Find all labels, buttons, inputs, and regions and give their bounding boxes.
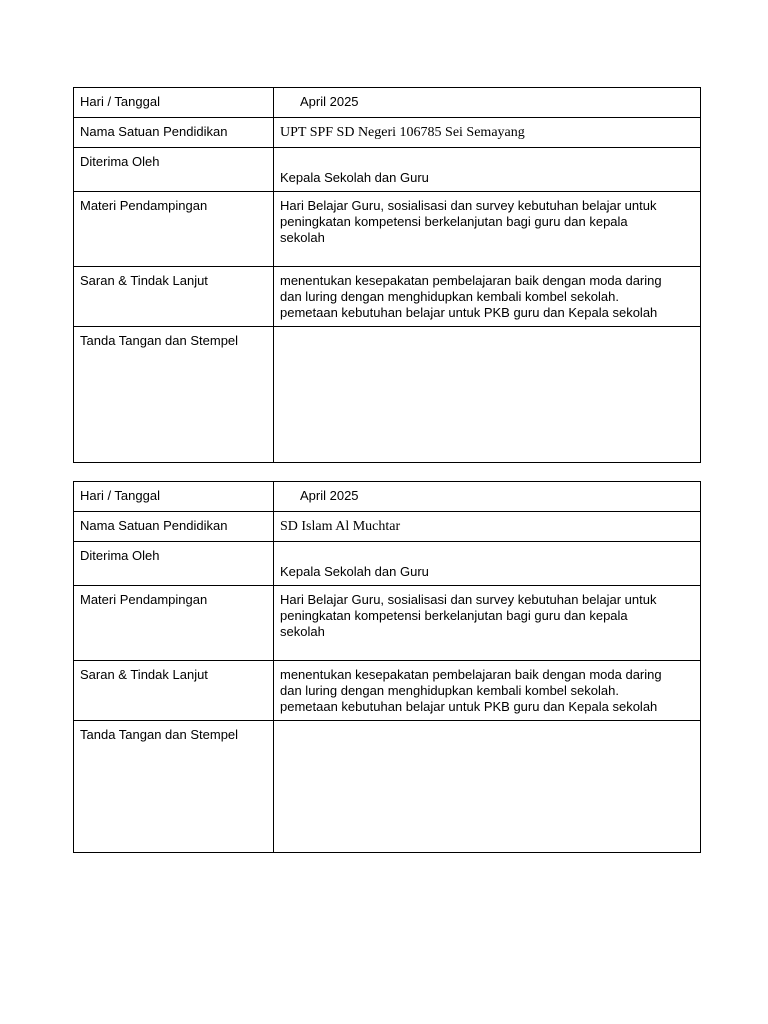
row-received xyxy=(74,542,701,586)
materi-line: Hari Belajar Guru, sosialisasi dan survey kebutuhan belajar untuk xyxy=(280,592,657,607)
signature-label: Tanda Tangan dan Stempel xyxy=(74,327,274,463)
date-label: Hari / Tanggal xyxy=(74,482,274,512)
materi-line: sekolah xyxy=(280,230,325,245)
materi-value xyxy=(274,586,701,661)
materi-value xyxy=(274,192,701,267)
row-school xyxy=(74,512,701,542)
saran-line: dan luring dengan menghidupkan kembali kombel sekolah. xyxy=(280,683,619,698)
signature-area xyxy=(274,721,701,853)
materi-line: peningkatan kompetensi berkelanjutan bagi guru dan kepala xyxy=(280,608,628,623)
saran-label: Saran & Tindak Lanjut xyxy=(74,661,274,721)
received-value: Kepala Sekolah dan Guru xyxy=(274,148,701,192)
school-value: SD Islam Al Muchtar xyxy=(274,512,701,542)
materi-line: sekolah xyxy=(280,624,325,639)
saran-line: menentukan kesepakatan pembelajaran baik dengan moda daring xyxy=(280,667,662,682)
row-saran xyxy=(74,661,701,721)
row-date xyxy=(74,482,701,512)
received-label: Diterima Oleh xyxy=(74,148,274,192)
assistance-form-1 xyxy=(73,87,701,463)
saran-line: pemetaan kebutuhan belajar untuk PKB guru dan Kepala sekolah xyxy=(280,699,658,714)
saran-line: dan luring dengan menghidupkan kembali kombel sekolah. xyxy=(280,289,619,304)
row-date xyxy=(74,88,701,118)
row-received xyxy=(74,148,701,192)
materi-line: peningkatan kompetensi berkelanjutan bagi guru dan kepala xyxy=(280,214,628,229)
materi-line: Hari Belajar Guru, sosialisasi dan survey kebutuhan belajar untuk xyxy=(280,198,657,213)
row-materi xyxy=(74,192,701,267)
school-label: Nama Satuan Pendidikan xyxy=(74,118,274,148)
saran-line: menentukan kesepakatan pembelajaran baik dengan moda daring xyxy=(280,273,662,288)
materi-label: Materi Pendampingan xyxy=(74,586,274,661)
date-label: Hari / Tanggal xyxy=(74,88,274,118)
saran-line: pemetaan kebutuhan belajar untuk PKB guru dan Kepala sekolah xyxy=(280,305,658,320)
row-signature xyxy=(74,327,701,463)
row-saran xyxy=(74,267,701,327)
signature-label: Tanda Tangan dan Stempel xyxy=(74,721,274,853)
assistance-form-2 xyxy=(73,481,701,853)
school-label: Nama Satuan Pendidikan xyxy=(74,512,274,542)
materi-label: Materi Pendampingan xyxy=(74,192,274,267)
date-value: April 2025 xyxy=(274,482,701,512)
row-signature xyxy=(74,721,701,853)
row-school xyxy=(74,118,701,148)
row-materi xyxy=(74,586,701,661)
saran-label: Saran & Tindak Lanjut xyxy=(74,267,274,327)
saran-value xyxy=(274,661,701,721)
saran-value xyxy=(274,267,701,327)
received-value: Kepala Sekolah dan Guru xyxy=(274,542,701,586)
received-label: Diterima Oleh xyxy=(74,542,274,586)
school-value: UPT SPF SD Negeri 106785 Sei Semayang xyxy=(274,118,701,148)
signature-area xyxy=(274,327,701,463)
date-value: April 2025 xyxy=(274,88,701,118)
